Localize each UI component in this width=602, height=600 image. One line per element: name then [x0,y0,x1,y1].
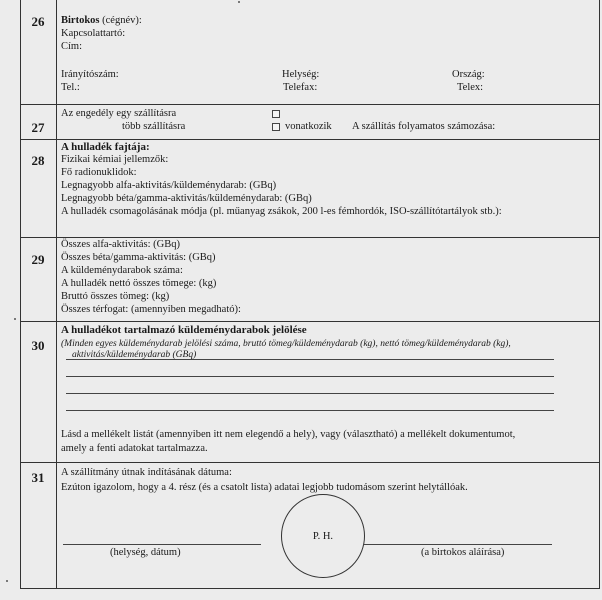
physical-chemical-label: Fizikai kémiai jellemzők: [61,154,169,165]
signature-line[interactable] [364,544,552,545]
permit-multiple-label: több szállításra [122,121,186,132]
see-attached-list-note: Lásd a mellékelt listát (amennyiben itt nem elegendő a hely), vagy (választható) a mellékelt dokumentumot, [61,429,516,440]
gross-mass-label: Bruttó összes tömeg: (kg) [61,291,170,302]
entry-line-3[interactable] [66,393,554,394]
certification-statement: Ezúton igazolom, hogy a 4. rész (és a csatolt lista) adatai legjobb tudomásom szerint helytállóak. [61,482,468,493]
total-beta-gamma-label: Összes béta/gamma-aktivitás: (GBq) [61,252,216,263]
package-marking-instruction: (Minden egyes küldeménydarab jelölési száma, bruttó tömeg/küldeménydarab (kg), nettó tömeg/küldeménydarab (kg), [61,339,511,349]
holder-title [61,15,142,27]
scan-speck [14,318,16,320]
packaging-label: A hulladék csomagolásának módja (pl. műanyag zsákok, 200 l-es fémhordók, ISO-szállítótartályok stb.): [61,206,502,217]
single-shipment-checkbox[interactable] [272,110,280,118]
see-attached-list-note-2: amely a fenti adatokat tartalmazza. [61,443,208,454]
number-column-divider [56,0,57,588]
fax-label: Telefax: [283,82,318,93]
multiple-shipment-checkbox[interactable] [272,123,280,131]
entry-line-2[interactable] [66,376,554,377]
place-date-line[interactable] [63,544,261,545]
relates-label: vonatkozik [285,121,332,132]
total-volume-label: Összes térfogat: (amennyiben megadható): [61,304,241,315]
entry-line-1[interactable] [66,359,554,360]
net-mass-label: A hulladék nettó összes tömege: (kg) [61,278,217,289]
signature-caption: (a birtokos aláírása) [421,547,505,558]
section-number-26: 26 [31,14,45,29]
section-number-28: 28 [31,153,45,168]
phone-label: Tel.: [61,82,80,93]
total-alpha-label: Összes alfa-aktivitás: (GBq) [61,239,180,250]
section-number-27: 27 [31,120,45,135]
max-alpha-label: Legnagyobb alfa-aktivitás/küldeménydarab: (GBq) [61,180,277,191]
holder-title-bold: Birtokos [61,15,100,26]
package-marking-instruction-2: aktivitás/küldeménydarab (GBq) [72,350,197,360]
divider-26-27 [20,104,599,105]
contact-person-label: Kapcsolattartó: [61,28,126,39]
scan-speck [6,580,8,582]
divider-28-29 [20,237,599,238]
city-label: Helység: [282,69,320,80]
section-number-29: 29 [31,252,45,267]
waste-type-title: A hulladék fajtája: [61,141,150,153]
telex-label: Telex: [457,82,484,93]
holder-title-suffix: (cégnév): [99,15,142,26]
country-label: Ország: [452,69,485,80]
dispatch-date-label: A szállítmány útnak indításának dátuma: [61,467,232,478]
section-number-31: 31 [31,470,45,485]
shipment-numbering-label: A szállítás folyamatos számozása: [352,121,496,132]
package-marking-title: A hulladékot tartalmazó küldeménydarabok jelölése [61,324,307,336]
scan-speck [238,1,240,3]
permit-single-label: Az engedély egy szállításra [61,108,177,119]
main-radionuclides-label: Fő radionuklidok: [61,167,137,178]
place-date-caption: (helység, dátum) [110,547,181,558]
zip-label: Irányítószám: [61,69,119,80]
entry-line-4[interactable] [66,410,554,411]
address-label: Cím: [61,41,83,52]
divider-27-28 [20,139,599,140]
max-beta-gamma-label: Legnagyobb béta/gamma-aktivitás/küldeménydarab: (GBq) [61,193,312,204]
divider-29-30 [20,321,599,322]
divider-30-31 [20,462,599,463]
stamp-label: P. H. [312,531,334,542]
section-number-30: 30 [31,338,45,353]
package-count-label: A küldeménydarabok száma: [61,265,183,276]
